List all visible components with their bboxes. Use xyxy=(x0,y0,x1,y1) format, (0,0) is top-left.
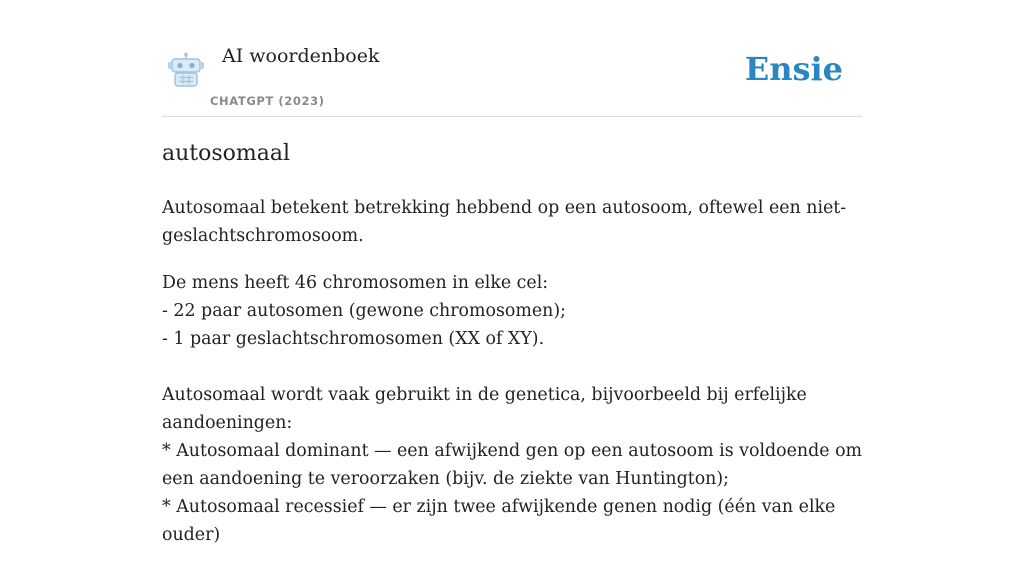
source-subtitle: CHATGPT (2023) xyxy=(210,94,325,108)
entry-content xyxy=(162,138,867,568)
brand-logo-link[interactable]: Ensie xyxy=(744,50,843,88)
robot-icon xyxy=(166,52,206,88)
entry-paragraph: Autosomaal betekent betrekking hebbend op een autosoom, oftewel een niet-geslachtschromosoom. xyxy=(162,198,847,246)
source-name[interactable]: AI woordenboek xyxy=(222,45,380,67)
entry-term: autosomaal xyxy=(162,141,291,166)
entry-paragraph: De mens heeft 46 chromosomen in elke cel: - 22 paar autosomen (gewone chromosomen); - 1 paar geslachtschromosomen (XX of XY). Autosomaal wordt vaak gebruikt in de genetica, bijvoorbeeld bij erfelijke aandoeningen: * Autosomaal dominant — een afwijkend gen op een autosoom is voldoende om een aandoening te veroorzaken (bijv. de ziekte van Huntington); * Autosomaal recessief — er zijn twee afwijkende genen nodig (één van elke ouder) xyxy=(162,273,863,545)
header xyxy=(162,40,862,117)
